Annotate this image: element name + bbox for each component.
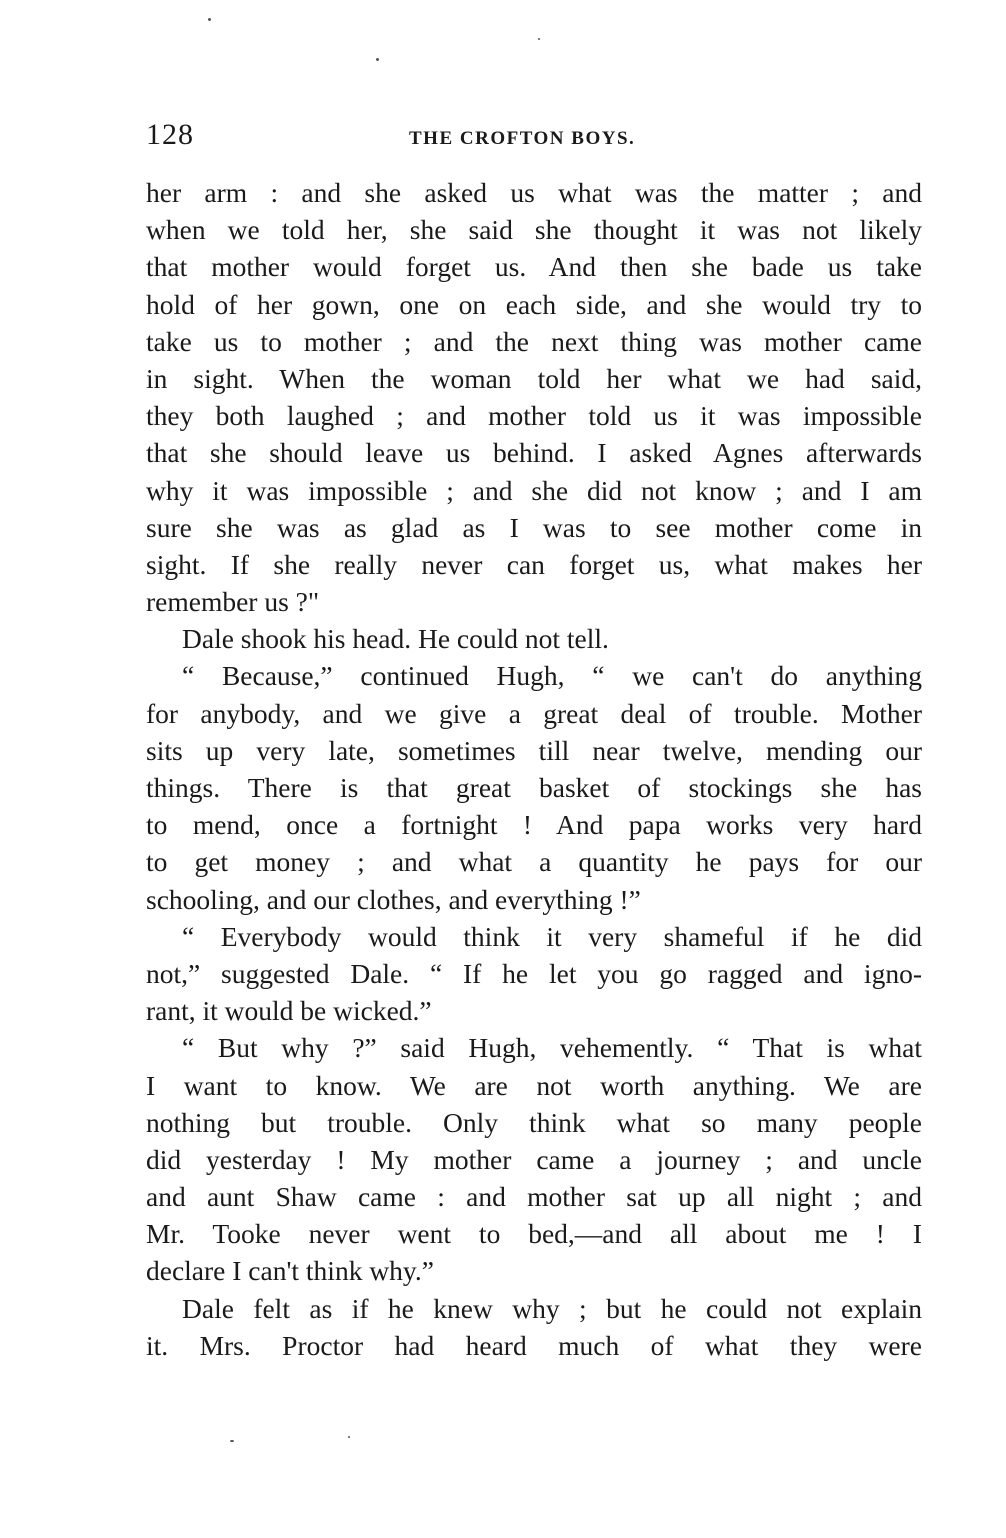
print-speck — [348, 1436, 350, 1438]
text-line: declare I can't think why.” — [146, 1255, 434, 1287]
text-line: rant, it would be wicked.” — [146, 995, 432, 1027]
text-line: “ Because,” continued Hugh, “ we can't do anything — [182, 660, 922, 692]
text-line: to mend, once a fortnight ! And papa works very hard — [146, 809, 922, 841]
body-text — [146, 174, 922, 1364]
print-speck — [230, 1440, 234, 1442]
page-number: 128 — [146, 118, 194, 151]
text-line: sure she was as glad as I was to see mother come in — [146, 511, 922, 543]
text-line: “ But why ?” said Hugh, vehemently. “ That is what — [182, 1032, 922, 1064]
text-line: her arm : and she asked us what was the matter ; and — [146, 177, 922, 208]
text-line: hold of her gown, one on each side, and she would try to — [146, 288, 922, 320]
text-line: not,” suggested Dale. “ If he let you go ragged and igno- — [146, 957, 922, 989]
text-line: sits up very late, sometimes till near twelve, mending our — [146, 734, 922, 766]
text-line: Dale shook his head. He could not tell. — [182, 623, 609, 655]
text-line: remember us ?" — [146, 586, 320, 618]
text-line: “ Everybody would think it very shameful if he did — [182, 920, 922, 952]
print-speck — [208, 18, 211, 21]
text-line: it. Mrs. Proctor had heard much of what they were — [146, 1329, 922, 1361]
text-line: schooling, and our clothes, and everything !” — [146, 883, 641, 915]
text-line: Mr. Tooke never went to bed,—and all about me ! I — [146, 1218, 922, 1250]
text-line: sight. If she really never can forget us, what makes her — [146, 548, 922, 580]
text-line: in sight. When the woman told her what we had said, — [146, 362, 922, 394]
text-line: Dale felt as if he knew why ; but he could not explain — [182, 1292, 922, 1324]
text-line: when we told her, she said she thought it was not likely — [146, 214, 922, 246]
text-line: that mother would forget us. And then she bade us take — [146, 251, 922, 283]
page-header — [146, 118, 922, 158]
text-line: why it was impossible ; and she did not know ; and I am — [146, 474, 922, 506]
text-line: for anybody, and we give a great deal of trouble. Mother — [146, 697, 922, 729]
text-line: they both laughed ; and mother told us it was impossible — [146, 400, 922, 432]
text-line: to get money ; and what a quantity he pays for our — [146, 846, 922, 878]
text-line: take us to mother ; and the next thing was mother came — [146, 325, 922, 357]
print-speck — [376, 58, 379, 61]
running-head: THE CROFTON BOYS. — [409, 128, 636, 149]
print-speck — [538, 38, 540, 40]
text-line: things. There is that great basket of stockings she has — [146, 772, 922, 803]
text-line: that she should leave us behind. I asked Agnes afterwards — [146, 437, 922, 469]
text-line: nothing but trouble. Only think what so many people — [146, 1106, 922, 1138]
text-line: did yesterday ! My mother came a journey ; and uncle — [146, 1143, 922, 1175]
text-line: I want to know. We are not worth anything. We are — [146, 1069, 922, 1101]
text-line: and aunt Shaw came : and mother sat up all night ; and — [146, 1181, 922, 1213]
